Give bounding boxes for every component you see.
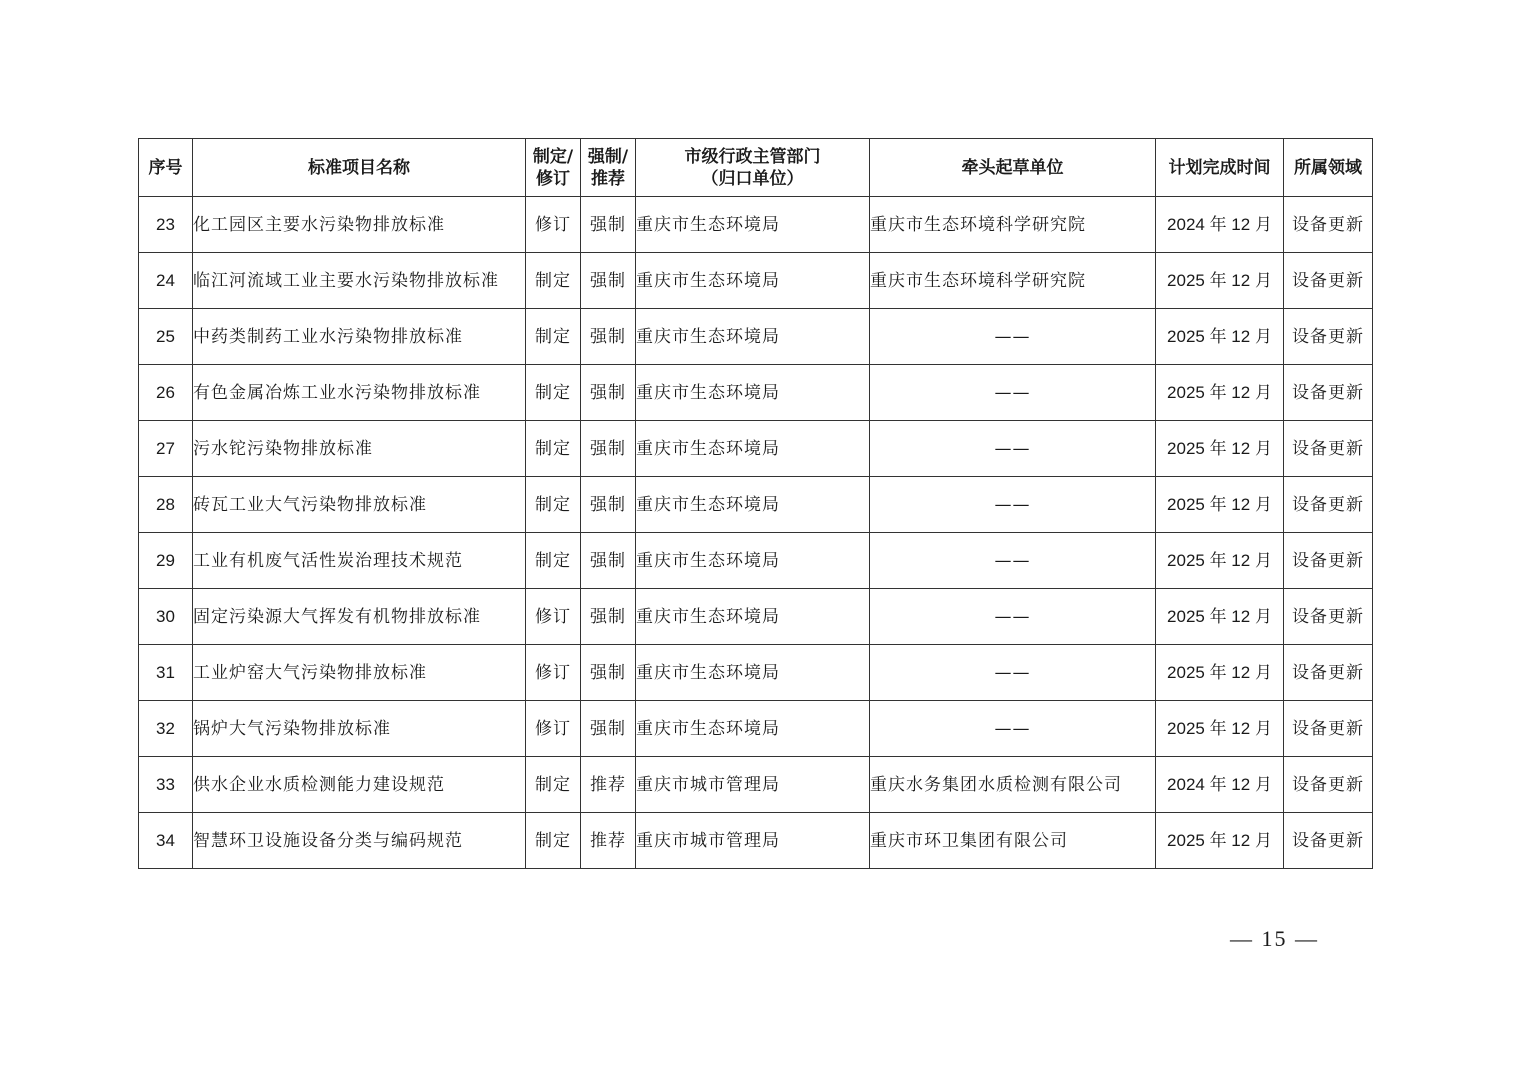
cell-time: 2025 年 12 月	[1156, 365, 1284, 421]
cell-no: 30	[139, 589, 193, 645]
cell-no: 29	[139, 533, 193, 589]
cell-name: 临江河流域工业主要水污染物排放标准	[193, 253, 526, 309]
cell-no: 25	[139, 309, 193, 365]
cell-time: 2025 年 12 月	[1156, 645, 1284, 701]
cell-name: 化工园区主要水污染物排放标准	[193, 197, 526, 253]
table-row	[139, 701, 1373, 757]
cell-unit: 重庆市生态环境科学研究院	[870, 197, 1156, 253]
cell-type: 制定	[526, 253, 581, 309]
cell-name: 供水企业水质检测能力建设规范	[193, 757, 526, 813]
cell-field: 设备更新	[1284, 365, 1373, 421]
cell-field: 设备更新	[1284, 701, 1373, 757]
cell-dept: 重庆市生态环境局	[636, 197, 870, 253]
cell-dept: 重庆市生态环境局	[636, 589, 870, 645]
cell-level: 推荐	[581, 757, 636, 813]
cell-unit: 重庆市环卫集团有限公司	[870, 813, 1156, 869]
header-dept-line2: （归口单位）	[701, 168, 804, 189]
cell-unit: ——	[870, 421, 1156, 477]
cell-no: 27	[139, 421, 193, 477]
table-row	[139, 421, 1373, 477]
header-dept-line1: 市级行政主管部门	[684, 146, 821, 167]
table-row	[139, 589, 1373, 645]
cell-type: 制定	[526, 365, 581, 421]
cell-unit: ——	[870, 589, 1156, 645]
header-level-line1: 强制/	[587, 146, 629, 167]
page-number: — 15 —	[1230, 926, 1319, 951]
cell-field: 设备更新	[1284, 197, 1373, 253]
cell-dept: 重庆市生态环境局	[636, 365, 870, 421]
cell-time: 2025 年 12 月	[1156, 533, 1284, 589]
cell-time: 2024 年 12 月	[1156, 757, 1284, 813]
table-row	[139, 645, 1373, 701]
cell-unit: ——	[870, 533, 1156, 589]
cell-type: 修订	[526, 197, 581, 253]
cell-no: 24	[139, 253, 193, 309]
cell-level: 强制	[581, 701, 636, 757]
standards-table	[138, 138, 1373, 869]
cell-name: 污水铊污染物排放标准	[193, 421, 526, 477]
table-row	[139, 757, 1373, 813]
table-body	[139, 197, 1373, 869]
cell-time: 2025 年 12 月	[1156, 421, 1284, 477]
cell-type: 修订	[526, 589, 581, 645]
table-row	[139, 309, 1373, 365]
cell-field: 设备更新	[1284, 421, 1373, 477]
cell-level: 强制	[581, 365, 636, 421]
cell-field: 设备更新	[1284, 757, 1373, 813]
cell-dept: 重庆市生态环境局	[636, 701, 870, 757]
cell-type: 制定	[526, 757, 581, 813]
cell-level: 强制	[581, 477, 636, 533]
cell-time: 2025 年 12 月	[1156, 813, 1284, 869]
table-row	[139, 253, 1373, 309]
cell-no: 23	[139, 197, 193, 253]
cell-time: 2025 年 12 月	[1156, 477, 1284, 533]
cell-level: 强制	[581, 589, 636, 645]
cell-type: 制定	[526, 533, 581, 589]
cell-unit: ——	[870, 365, 1156, 421]
cell-dept: 重庆市城市管理局	[636, 757, 870, 813]
cell-no: 28	[139, 477, 193, 533]
cell-name: 中药类制药工业水污染物排放标准	[193, 309, 526, 365]
cell-time: 2025 年 12 月	[1156, 253, 1284, 309]
table-row	[139, 365, 1373, 421]
header-no: 序号	[139, 139, 193, 197]
cell-name: 固定污染源大气挥发有机物排放标准	[193, 589, 526, 645]
cell-level: 强制	[581, 533, 636, 589]
cell-name: 有色金属冶炼工业水污染物排放标准	[193, 365, 526, 421]
table-row	[139, 533, 1373, 589]
cell-field: 设备更新	[1284, 253, 1373, 309]
cell-field: 设备更新	[1284, 645, 1373, 701]
cell-type: 制定	[526, 421, 581, 477]
cell-type: 制定	[526, 309, 581, 365]
header-unit: 牵头起草单位	[870, 139, 1156, 197]
cell-level: 强制	[581, 421, 636, 477]
cell-no: 31	[139, 645, 193, 701]
cell-unit: ——	[870, 477, 1156, 533]
cell-no: 34	[139, 813, 193, 869]
header-field: 所属领域	[1284, 139, 1373, 197]
header-name: 标准项目名称	[193, 139, 526, 197]
cell-type: 修订	[526, 701, 581, 757]
cell-time: 2025 年 12 月	[1156, 701, 1284, 757]
cell-field: 设备更新	[1284, 589, 1373, 645]
header-type-line2: 修订	[536, 168, 570, 189]
cell-time: 2025 年 12 月	[1156, 589, 1284, 645]
cell-time: 2025 年 12 月	[1156, 309, 1284, 365]
table-row	[139, 197, 1373, 253]
cell-dept: 重庆市城市管理局	[636, 813, 870, 869]
header-type-line1: 制定/	[532, 146, 574, 167]
cell-field: 设备更新	[1284, 477, 1373, 533]
cell-dept: 重庆市生态环境局	[636, 645, 870, 701]
header-level-line2: 推荐	[591, 168, 625, 189]
cell-name: 砖瓦工业大气污染物排放标准	[193, 477, 526, 533]
table-row	[139, 477, 1373, 533]
cell-unit: ——	[870, 645, 1156, 701]
table-header	[139, 139, 1373, 197]
cell-time: 2024 年 12 月	[1156, 197, 1284, 253]
header-type	[526, 139, 581, 197]
cell-level: 强制	[581, 645, 636, 701]
cell-level: 强制	[581, 253, 636, 309]
cell-no: 32	[139, 701, 193, 757]
cell-dept: 重庆市生态环境局	[636, 253, 870, 309]
cell-field: 设备更新	[1284, 309, 1373, 365]
cell-dept: 重庆市生态环境局	[636, 421, 870, 477]
cell-name: 锅炉大气污染物排放标准	[193, 701, 526, 757]
cell-name: 工业有机废气活性炭治理技术规范	[193, 533, 526, 589]
cell-name: 工业炉窑大气污染物排放标准	[193, 645, 526, 701]
header-row	[139, 139, 1373, 197]
cell-no: 33	[139, 757, 193, 813]
cell-unit: 重庆市生态环境科学研究院	[870, 253, 1156, 309]
cell-level: 强制	[581, 309, 636, 365]
cell-dept: 重庆市生态环境局	[636, 309, 870, 365]
cell-type: 修订	[526, 645, 581, 701]
cell-unit: 重庆水务集团水质检测有限公司	[870, 757, 1156, 813]
cell-dept: 重庆市生态环境局	[636, 533, 870, 589]
cell-field: 设备更新	[1284, 813, 1373, 869]
cell-level: 强制	[581, 197, 636, 253]
header-time: 计划完成时间	[1156, 139, 1284, 197]
cell-no: 26	[139, 365, 193, 421]
cell-unit: ——	[870, 309, 1156, 365]
cell-dept: 重庆市生态环境局	[636, 477, 870, 533]
header-dept	[636, 139, 870, 197]
header-level	[581, 139, 636, 197]
cell-type: 制定	[526, 813, 581, 869]
cell-name: 智慧环卫设施设备分类与编码规范	[193, 813, 526, 869]
table-row	[139, 813, 1373, 869]
cell-field: 设备更新	[1284, 533, 1373, 589]
cell-unit: ——	[870, 701, 1156, 757]
cell-level: 推荐	[581, 813, 636, 869]
cell-type: 制定	[526, 477, 581, 533]
